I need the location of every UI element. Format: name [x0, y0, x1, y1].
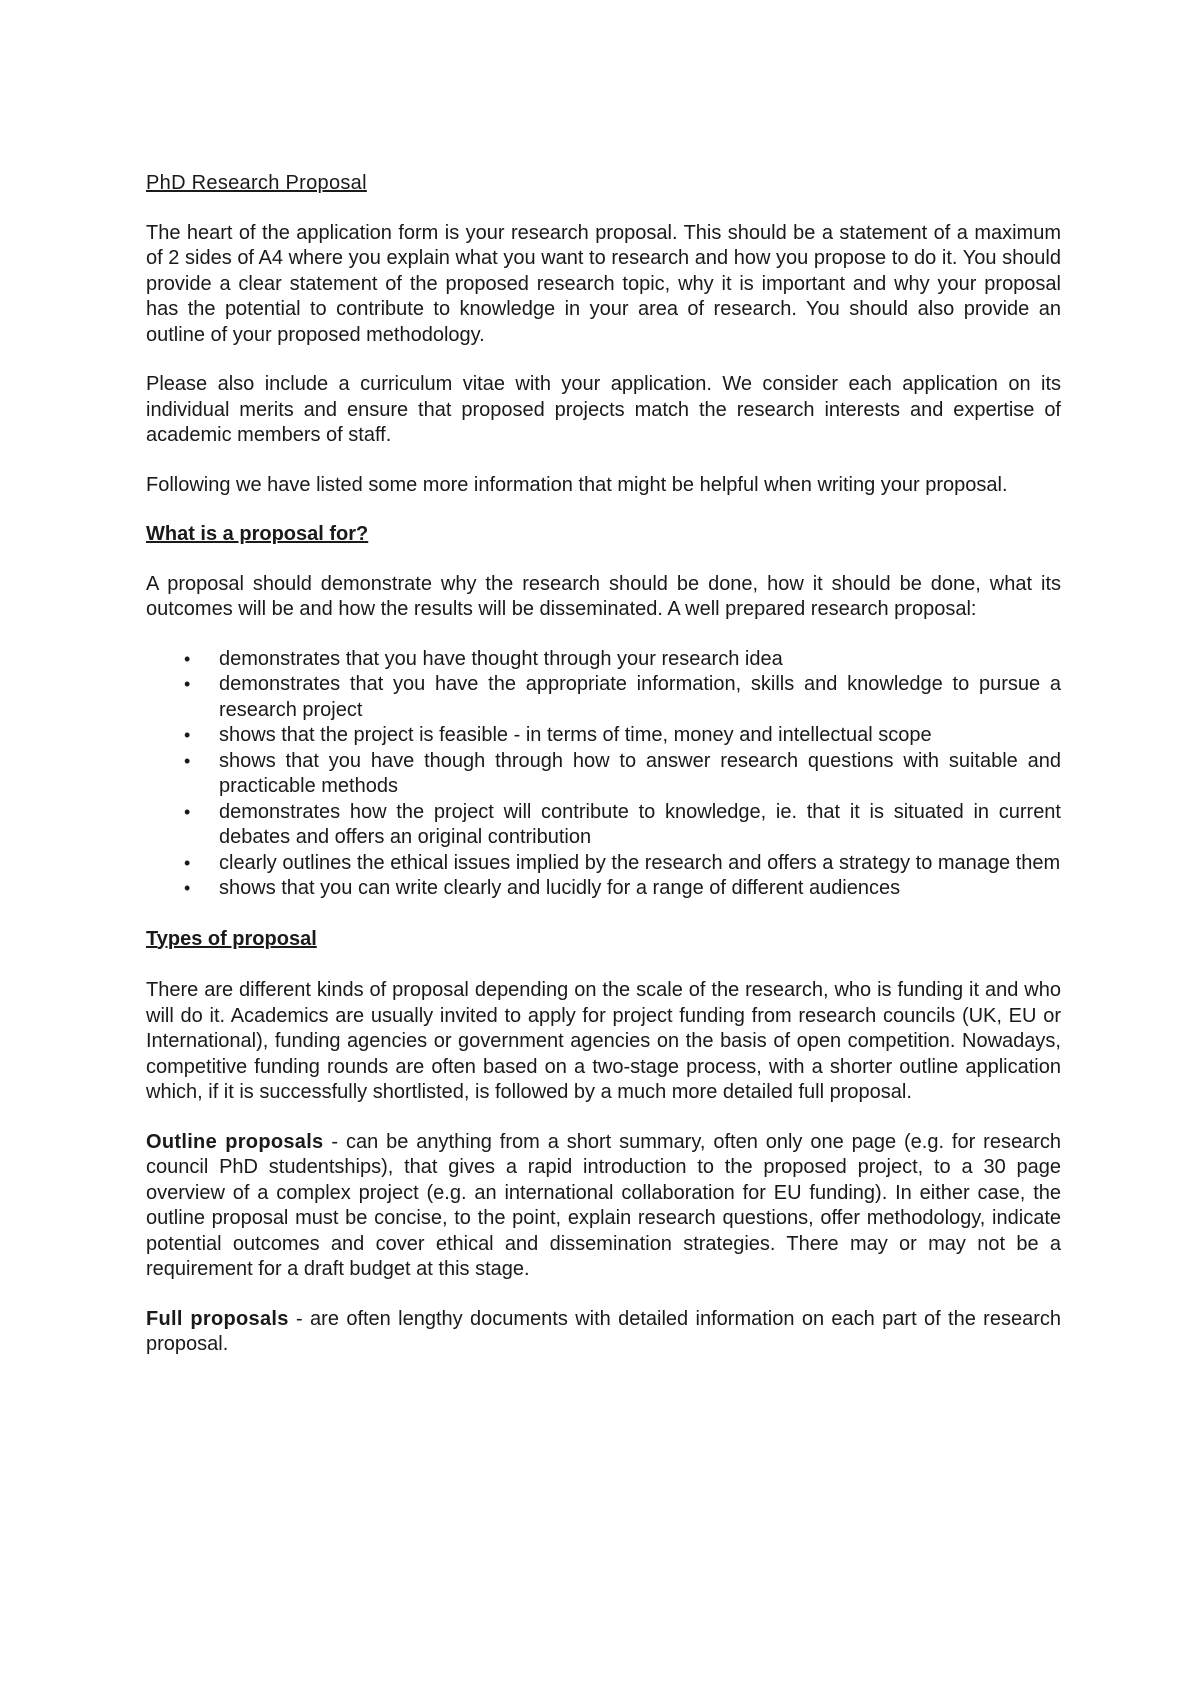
- list-item: [146, 723, 1061, 749]
- intro-paragraph-1: The heart of the application form is your research proposal. This should be a statement of a maximum of 2 sides of A4 where you explain what you want to research and how you propose to do it. You should provide a clear statement of the proposed research topic, why it is important and why your proposal has the potential to contribute to knowledge in your area of research. You should also provide an outline of your proposed methodology.: [146, 221, 1061, 346]
- list-item: [146, 672, 1061, 723]
- list-item-text: shows that you can write clearly and lucidly for a range of different audiences: [219, 877, 901, 899]
- full-proposals-paragraph: [146, 1307, 1061, 1358]
- intro-paragraph-2: Please also include a curriculum vitae with your application. We consider each application on its individual merits and ensure that proposed projects match the research interests and expertise of academic members of staff.: [146, 373, 1061, 446]
- document-title: PhD Research Proposal: [146, 172, 367, 194]
- document-page: [146, 171, 1061, 1382]
- full-proposals-text: - are often lengthy documents with detailed information on each part of the research proposal.: [146, 1307, 1061, 1355]
- list-item-text: demonstrates how the project will contribute to knowledge, ie. that it is situated in current debates and offers an original contribution: [219, 800, 1061, 848]
- section-heading-purpose: What is a proposal for?: [146, 523, 369, 545]
- list-item-text: shows that you have though through how to answer research questions with suitable and practicable methods: [219, 749, 1061, 797]
- list-item: [146, 800, 1061, 851]
- section-heading-types: Types of proposal: [146, 927, 317, 950]
- list-item: [146, 749, 1061, 800]
- purpose-bullet-list: [146, 647, 1061, 902]
- intro-paragraph-3: Following we have listed some more information that might be helpful when writing your proposal.: [146, 473, 1008, 496]
- bullet-icon: •: [184, 674, 191, 694]
- list-item: [146, 647, 1061, 673]
- list-item-text: demonstrates that you have thought through your research idea: [219, 647, 783, 670]
- bullet-icon: •: [184, 878, 191, 898]
- bullet-icon: •: [184, 801, 191, 822]
- list-item: [146, 851, 1061, 877]
- list-item-text: shows that the project is feasible - in terms of time, money and intellectual scope: [219, 724, 932, 746]
- list-item: [146, 876, 1061, 902]
- types-paragraph: There are different kinds of proposal depending on the scale of the research, who is funding it and who will do it. Academics are usually invited to apply for project funding from research councils (UK, EU or International), funding agencies or government agencies on the basis of open competition. Nowadays, competitive funding rounds are often based on a two-stage process, with a shorter outline application which, if it is successfully shortlisted, is followed by a much more detailed full proposal.: [146, 979, 1061, 1103]
- bullet-icon: •: [184, 750, 191, 771]
- bullet-icon: •: [184, 648, 191, 669]
- outline-proposals-term: Outline proposals: [146, 1130, 324, 1153]
- full-proposals-term: Full proposals: [146, 1307, 289, 1330]
- purpose-paragraph: A proposal should demonstrate why the research should be done, how it should be done, what its outcomes will be and how the results will be disseminated. A well prepared research proposal:: [146, 572, 1061, 620]
- outline-proposals-paragraph: [146, 1130, 1061, 1283]
- bullet-icon: •: [184, 725, 191, 745]
- list-item-text: demonstrates that you have the appropriate information, skills and knowledge to pursue a research project: [219, 673, 1061, 721]
- bullet-icon: •: [184, 852, 191, 873]
- list-item-text: clearly outlines the ethical issues implied by the research and offers a strategy to manage them: [219, 851, 1061, 874]
- outline-proposals-text: - can be anything from a short summary, often only one page (e.g. for research council PhD studentships), that gives a rapid introduction to the proposed project, to a 30 page overview of a complex project (e.g. an international collaboration for EU funding). In either case, the outline proposal must be concise, to the point, explain research questions, offer methodology, indicate potential outcomes and cover ethical and dissemination strategies. There may or may not be a requirement for a draft budget at this stage.: [146, 1130, 1061, 1280]
